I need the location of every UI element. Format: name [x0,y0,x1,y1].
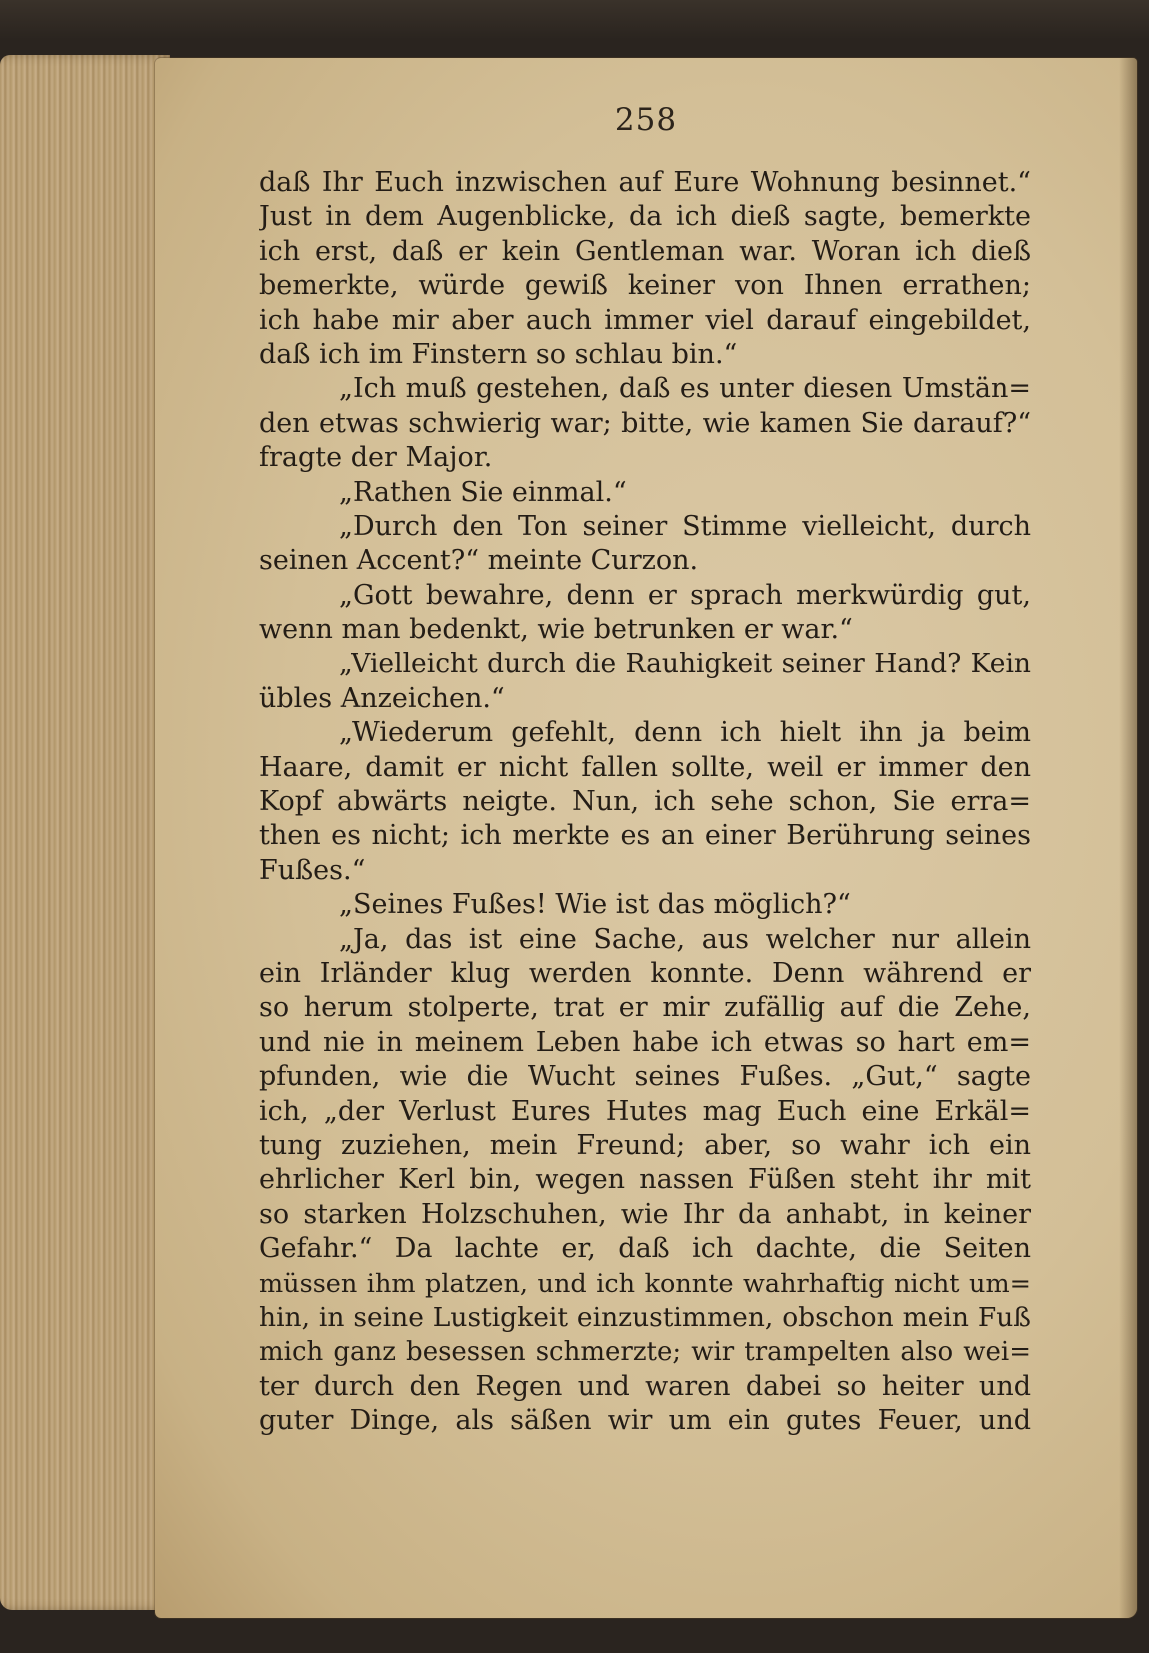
text-line: hin, in seine Lustigkeit einzustimmen, obschon mein Fuß [259,1301,1031,1333]
book-page-edges [0,55,170,1610]
text-line: daß ich im Finstern so schlau bin.“ [259,338,738,370]
text-line: ich erst, daß er kein Gentleman war. Woran ich dieß [259,235,1031,267]
text-line: Fußes.“ [259,854,366,886]
text-line: müssen ihm platzen, und ich konnte wahrhaftig nicht um= [259,1268,1031,1299]
text-line: „Ja, das ist eine Sache, aus welcher nur allein [339,923,1031,955]
text-line: „Vielleicht durch die Rauhigkeit seiner Hand? Kein [339,648,1031,680]
text-line: ich habe mir aber auch immer viel darauf eingebildet, [259,304,1031,336]
text-line: Gefahr.“ Da lachte er, daß ich dachte, die Seiten [259,1233,1031,1265]
text-line: tung zuziehen, mein Freund; aber, so wahr ich ein [259,1129,1031,1161]
text-line: „Rathen Sie einmal.“ [339,476,627,508]
text-line: Kopf abwärts neigte. Nun, ich sehe schon, Sie erra= [259,786,1031,818]
text-line: mich ganz besessen schmerzte; wir trampelten also wei= [259,1337,1031,1368]
text-line: „Ich muß gestehen, daß es unter diesen Umstän= [339,373,1031,405]
text-line: und nie in meinem Leben habe ich etwas so hart em= [259,1026,1031,1058]
text-line: „Seines Fußes! Wie ist das möglich?“ [339,889,851,921]
text-line: übles Anzeichen.“ [259,682,505,714]
book-page [155,58,1137,1618]
text-line: „Durch den Ton seiner Stimme vielleicht, durch [339,510,1031,542]
text-line: Just in dem Augenblicke, da ich dieß sagte, bemerkte [259,201,1031,233]
text-line: so starken Holzschuhen, wie Ihr da anhabt, in keiner [259,1198,1031,1230]
text-line: „Gott bewahre, denn er sprach merkwürdig gut, [339,579,1031,611]
text-line: pfunden, wie die Wucht seines Fußes. „Gut,“ sagte [259,1061,1031,1093]
text-line: seinen Accent?“ meinte Curzon. [259,545,699,577]
gutter-shadow [1119,58,1137,1618]
text-line: so herum stolperte, trat er mir zufällig auf die Zehe, [259,992,1031,1024]
text-line: daß Ihr Euch inzwischen auf Eure Wohnung besinnet.“ [259,167,1031,198]
text-line: den etwas schwierig war; bitte, wie kamen Sie darauf?“ [259,407,1031,439]
text-line: „Wiederum gefehlt, denn ich hielt ihn ja beim [339,717,1031,749]
text-line: ter durch den Regen und waren dabei so heiter und [259,1370,1031,1402]
text-line: Haare, damit er nicht fallen sollte, weil er immer den [259,751,1031,783]
text-line: ein Irländer klug werden konnte. Denn während er [259,957,1031,989]
body-text [259,166,1031,1438]
text-line: wenn man bedenkt, wie betrunken er war.“ [259,614,853,646]
text-line: guter Dinge, als säßen wir um ein gutes Feuer, und [259,1405,1031,1437]
text-line: ich, „der Verlust Eures Hutes mag Euch eine Erkäl= [259,1095,1031,1127]
text-line: then es nicht; ich merkte es an einer Berührung seines [259,820,1031,852]
text-line: fragte der Major. [259,442,493,474]
page-number: 258 [614,102,678,138]
text-line: ehrlicher Kerl bin, wegen nassen Füßen steht ihr mit [259,1164,1031,1196]
text-line: bemerkte, würde gewiß keiner von Ihnen errathen; [259,270,1031,302]
